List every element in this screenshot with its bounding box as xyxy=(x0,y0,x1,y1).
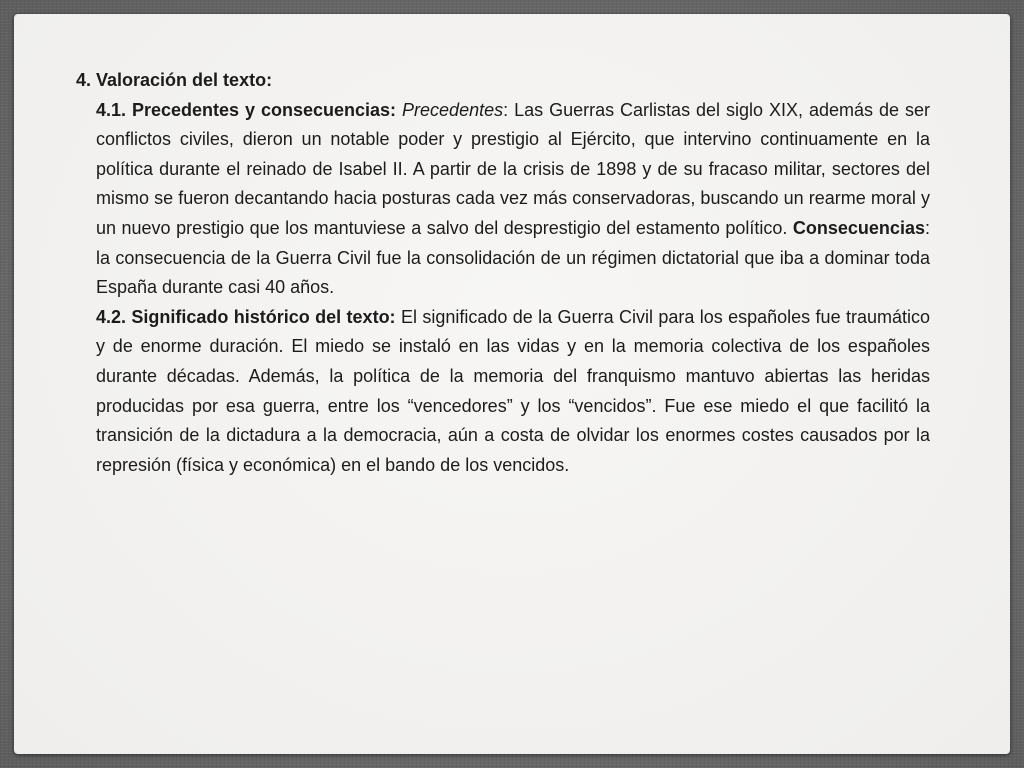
precedentes-text: : Las Guerras Carlistas del siglo XIX, además de ser conflictos civiles, dieron un notable poder y prestigio al Ejército, que intervino continuamente en la política durante el reinado de Isabel II. A partir de la crisis de 1898 y de su fracaso militar, sectores del mismo se fueron decantando hacia posturas cada vez más conservadoras, buscando un rearme moral y un nuevo prestigio que los mantuviese a salvo del desprestigio del estamento político. xyxy=(96,99,930,238)
significado-text: El significado de la Guerra Civil para los españoles fue traumático y de enorme duración. El miedo se instaló en las vidas y en la memoria colectiva de los españoles durante décadas. Además, la política de la memoria del franquismo mantuvo abiertas las heridas producidas por esa guerra, entre los “vencedores” y los “vencidos”. Fue ese miedo el que facilitó la transición de la dictadura a la democracia, aún a costa de olvidar los enormes costes causados por la represión (física y económica) en el bando de los vencidos. xyxy=(96,306,930,475)
section-heading: 4. Valoración del texto: xyxy=(76,70,273,90)
slide xyxy=(14,14,1010,754)
consecuencias-text: : la consecuencia de la Guerra Civil fue la consolidación de un régimen dictatorial que iba a dominar toda España durante casi 40 años. xyxy=(96,217,930,298)
precedentes-label: Precedentes xyxy=(402,99,504,120)
paragraph-precedentes-consecuencias xyxy=(76,96,930,303)
subsection-title-4-1: 4.1. Precedentes y consecuencias: xyxy=(96,99,397,120)
paragraph-significado-historico xyxy=(76,303,930,481)
subsection-title-4-2: 4.2. Significado histórico del texto: xyxy=(96,306,396,327)
slide-content xyxy=(76,66,930,480)
consecuencias-label: Consecuencias xyxy=(792,217,925,238)
